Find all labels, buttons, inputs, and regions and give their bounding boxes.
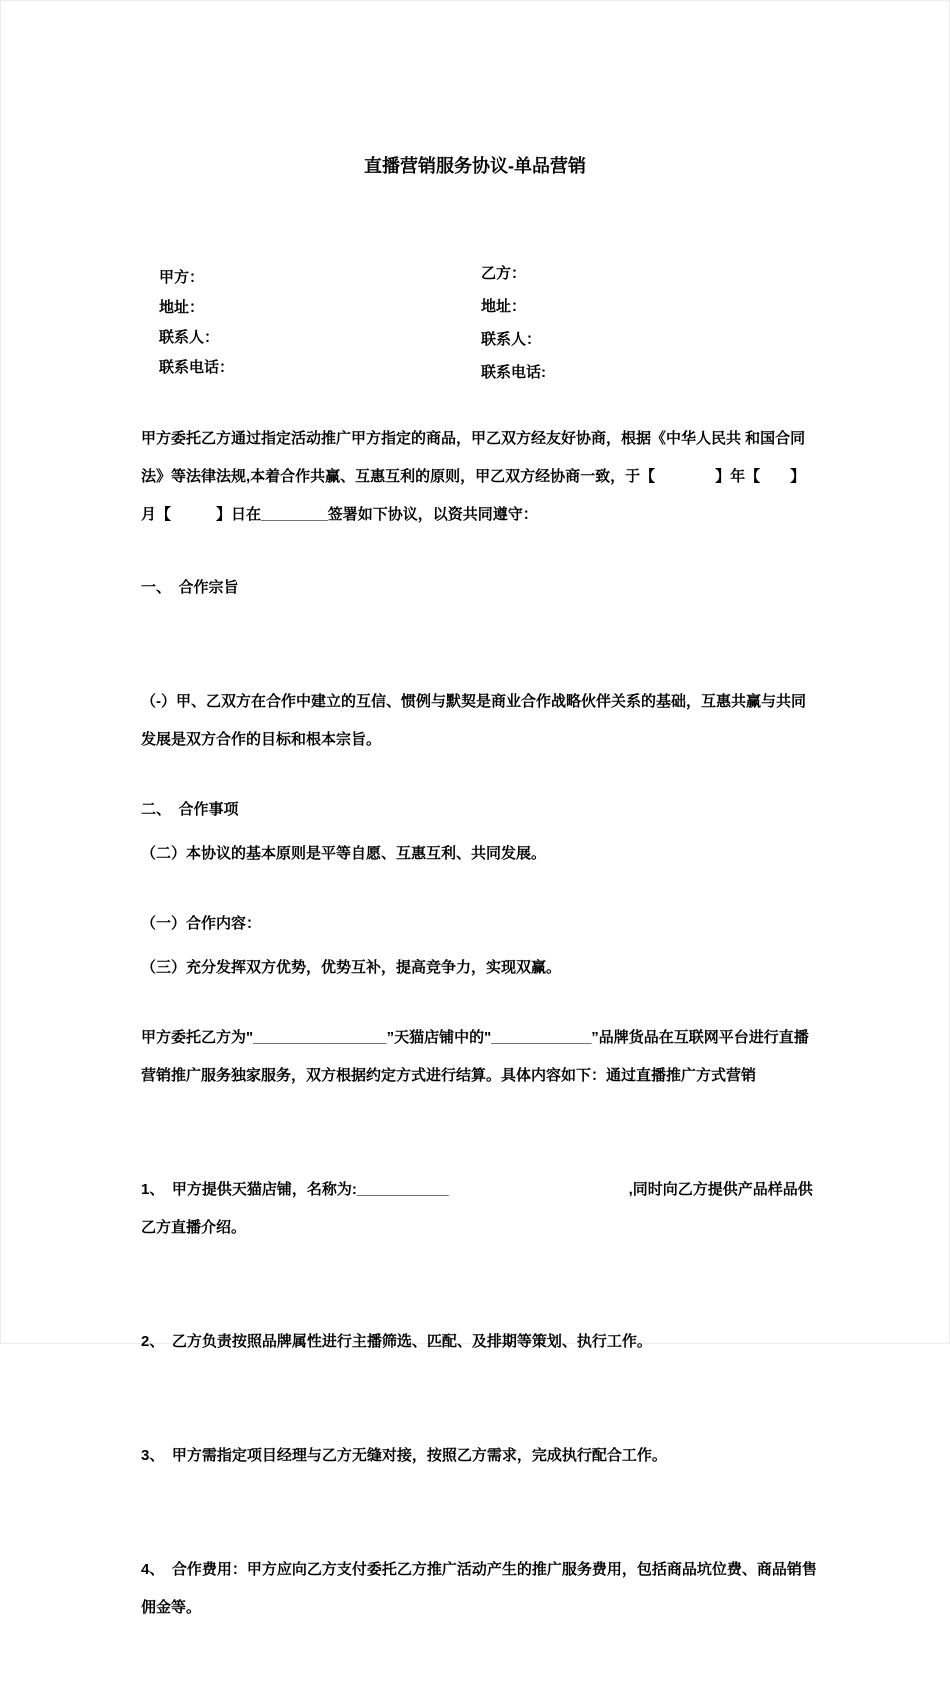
party-b-block (481, 253, 814, 389)
section2-item-2: 2、 乙方负责按照品牌属性进行主播筛选、匹配、及排期等策划、执行工作。 (141, 1333, 652, 1350)
party-a-contact-label: 联系人： (159, 329, 220, 346)
section1-clause-1: （-）甲、乙双方在合作中建立的互信、惯例与默契是商业合作战略伙伴关系的基础，互惠共赢与共同发展是双方合作的目标和根本宗旨。 (141, 693, 806, 748)
party-a-block (159, 253, 481, 389)
section2-heading: 二、 合作事项 (141, 801, 239, 818)
party-a-address-label: 地址： (159, 299, 205, 316)
section2-item-3: 3、 甲方需指定项目经理与乙方无缝对接，按照乙方需求，完成执行配合工作。 (141, 1447, 667, 1464)
party-b-address-label: 地址： (481, 298, 527, 315)
party-a-name-label: 甲方： (159, 269, 205, 286)
party-b-name-label: 乙方： (481, 265, 527, 282)
section2-item-4: 4、 合作费用：甲方应向乙方支付委托乙方推广活动产生的推广服务费用，包括商品坑位费、商品销售佣金等。 (141, 1561, 817, 1616)
section2-subheading: （一）合作内容： (141, 915, 262, 932)
document-title: 直播营销服务协议-单品营销 (364, 156, 586, 176)
parties-block (159, 253, 814, 389)
section1-clause-3: （三）充分发挥双方优势，优势互补，提高竞争力，实现双赢。 (141, 959, 562, 976)
party-b-contact-label: 联系人： (481, 331, 542, 348)
party-b-phone-label: 联系电话: (481, 364, 546, 381)
section2-content: 甲方委托乙方为"________________”天猫店铺中的"____________”品牌货品在互联网平台进行直播营销推广服务独家服务，双方根据约定方式进行结算。具体内容如下：通过直播推广方式营销 (141, 1029, 809, 1084)
section1-clause-2: （二）本协议的基本原则是平等自愿、互惠互利、共同发展。 (141, 845, 547, 862)
section1-heading: 一、 合作宗旨 (141, 579, 239, 596)
party-a-phone-label: 联系电话： (159, 359, 235, 376)
preamble-paragraph: 甲方委托乙方通过指定活动推广甲方指定的商品，甲乙双方经友好协商，根据《中华人民共 和国合同法》等法律法规,本着合作共赢、互惠互利的原则，甲乙双方经协商一致，于【 】年【 】月【 】日在________签署如下协议，以资共同遵守： (141, 430, 806, 523)
section2-body (141, 829, 817, 1703)
section2-item-1: 1、 甲方提供天猫店铺，名称为:___________ ,同时向乙方提供产品样品供乙方直播介绍。 (141, 1181, 813, 1236)
